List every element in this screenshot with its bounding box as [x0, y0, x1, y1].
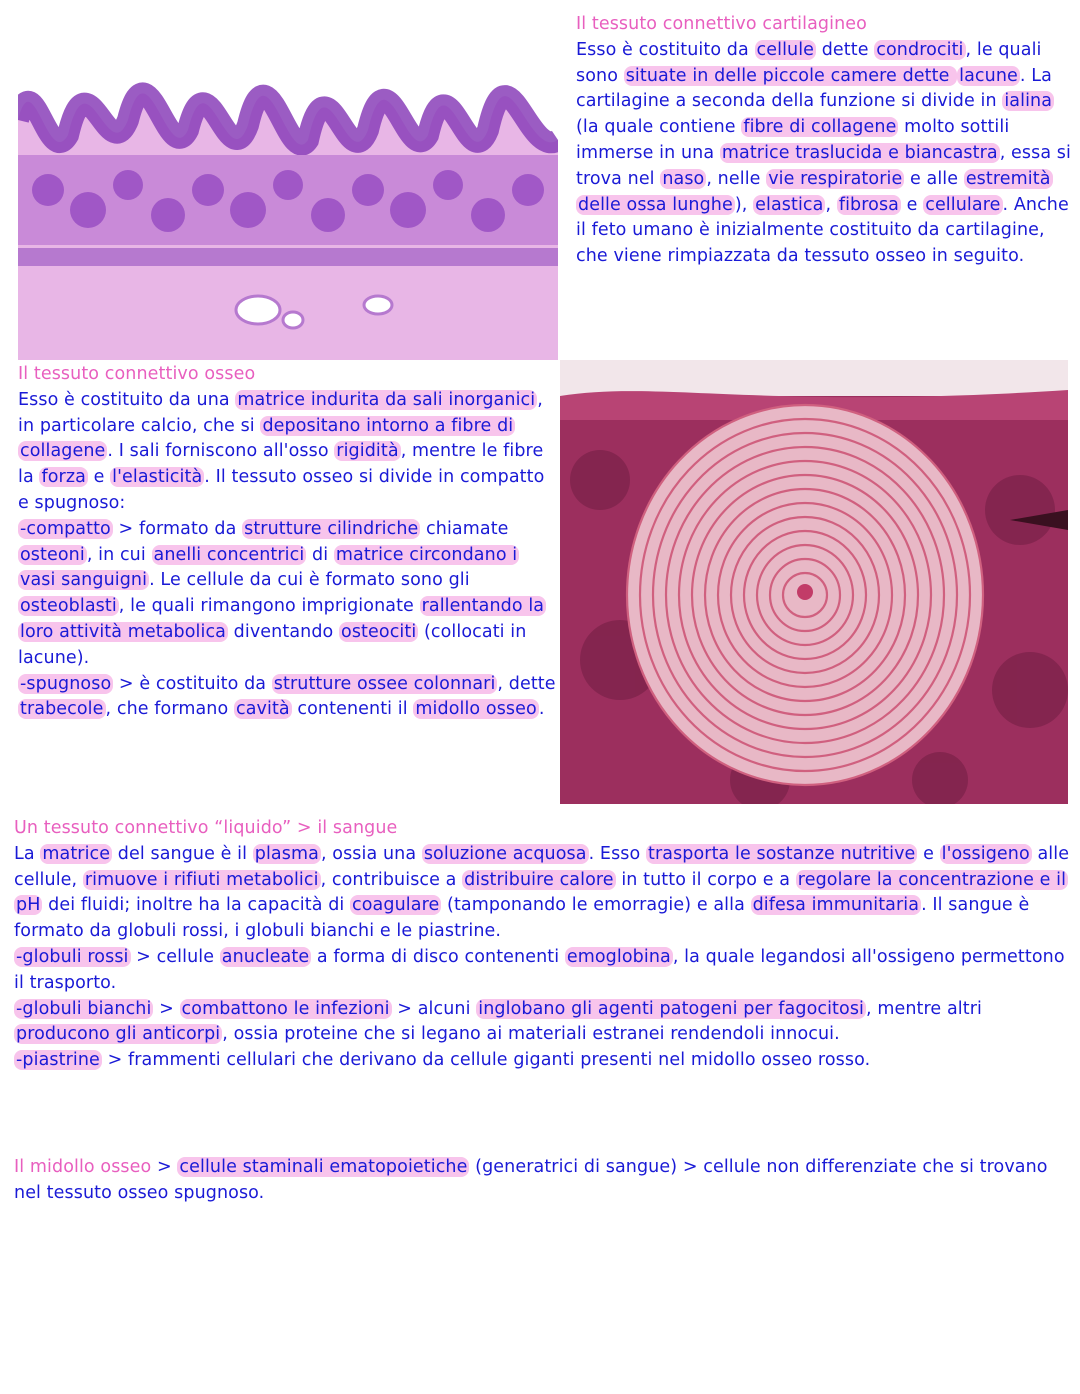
midollo-title: Il midollo osseo — [14, 1157, 152, 1177]
osseo-title: Il tessuto connettivo osseo — [18, 364, 256, 384]
midollo-section — [14, 1155, 1074, 1207]
osseo-body: Esso è costituito da una matrice indurita da sali inorganici , in particolare calcio, che si depositano intorno a fibre di collagene . I sali forniscono all'osso rigidità , mentre le fibre la forza e l'elasticità . Il tessuto osseo si divide in compatto e spugnoso: — [18, 389, 545, 513]
stomach-mucosa-micrograph — [18, 20, 558, 360]
sangue-body: La matrice del sangue è il plasma , ossia una soluzione acquosa . Esso trasporta le sostanze nutritive e l'ossigeno alle cellule, rimuove i rifiuti metabolici , contribuisce a distribuire calore in tutto il corpo e a regolare la concentrazione e il pH dei fluidi; inoltre ha la capacità di coagulare (tamponando le emorragie) e alla difesa immunitaria . Il sangue è formato da globuli rossi, i globuli bianchi e le piastrine. — [14, 843, 1070, 942]
lamellar-corpuscle-micrograph — [560, 360, 1068, 804]
cartilagineo-title: Il tessuto connettivo cartilagineo — [576, 14, 867, 34]
osseo-compatto: -compatto > formato da strutture cilindriche chiamate osteoni , in cui anelli concentrici di matrice circondano i vasi sanguigni . Le cellule da cui è formato sono gli osteoblasti , le quali rimangono imprigionate rallentando la loro attività metabolica diventando osteociti (collocati in lacune). — [18, 518, 545, 668]
sangue-piastrine: -piastrine > frammenti cellulari che derivano da cellule giganti presenti nel midollo osseo rosso. — [16, 1050, 871, 1071]
sangue-section — [14, 816, 1074, 1074]
midollo-body: Il midollo osseo > cellule staminali ematopoietiche (generatrici di sangue) > cellule non differenziate che si trovano nel tessuto osseo spugnoso. — [14, 1157, 1048, 1203]
cartilagineo-body: Esso è costituito da cellule dette condrociti , le quali sono situate in delle piccole camere dette lacune . La cartilagine a seconda della funzione si divide in ialina (la quale contiene fibre di collagene molto sottili immerse in una matrice traslucida e biancastra , essa si trova nel naso , nelle vie respiratorie e alle estremità delle ossa lunghe ), elastica , fibrosa e cellulare . Anche il feto umano è inizialmente costituito da cartilagine, che viene rimpiazzata da tessuto osseo in seguito. — [576, 39, 1071, 267]
cartilagineo-section — [576, 12, 1074, 270]
sangue-globuli-rossi: -globuli rossi > cellule anucleate a forma di disco contenenti emoglobina , la quale legandosi all'ossigeno permettono il trasporto. — [14, 946, 1065, 993]
osseo-section — [18, 362, 558, 723]
sangue-globuli-bianchi: -globuli bianchi > combattono le infezioni > alcuni inglobano gli agenti patogeni per fagocitosi , mentre altri producono gli anticorpi , ossia proteine che si legano ai materiali estranei rendendoli innocui. — [16, 998, 982, 1045]
sangue-title: Un tessuto connettivo “liquido” > il sangue — [14, 818, 398, 838]
osseo-spugnoso: -spugnoso > è costituito da strutture ossee colonnari , dette trabecole , che formano cavità contenenti il midollo osseo . — [20, 673, 556, 720]
